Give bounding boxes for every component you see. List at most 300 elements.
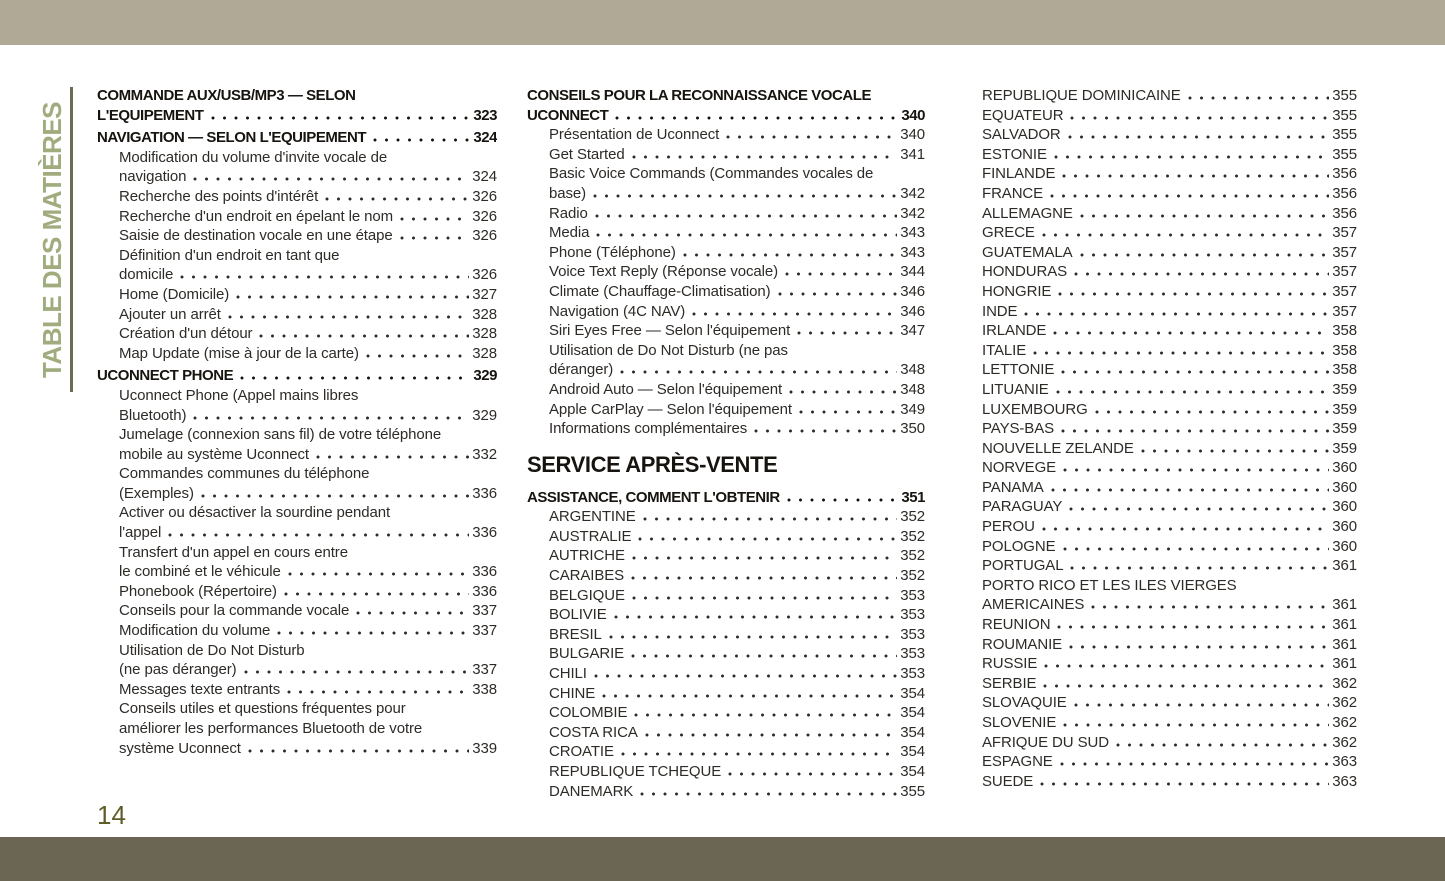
toc-entry [119,187,497,207]
toc-page-number: 362 [1332,694,1357,712]
toc-entry [982,380,1357,400]
toc-entry [982,772,1357,792]
toc-entry-label: Recherche des points d'intérêt [119,187,319,205]
dot-leader [631,576,897,580]
dot-leader [602,694,897,698]
toc-entry [549,625,925,645]
toc-entry-label: CROATIE [549,743,614,761]
toc-line [527,106,925,126]
dot-leader [1044,664,1329,668]
toc-page-number: 357 [1332,282,1357,300]
dot-leader [1074,272,1329,276]
toc-entry-label: Jumelage (connexion sans fil) de votre téléphone [119,426,442,444]
toc-entry-label: AFRIQUE DU SUD [982,733,1109,751]
toc-page-number: 359 [1332,420,1357,438]
toc-line [119,641,497,661]
toc-entry-label: Informations complémentaires [549,420,748,438]
toc-line [982,772,1357,792]
dot-leader [1074,703,1330,707]
toc-page-number: 351 [901,488,925,506]
toc-line [119,344,497,364]
toc-entry-label: Modification du volume d'invite vocale de [119,148,388,166]
dot-leader [236,295,469,299]
toc-entry-label: Ajouter un arrêt [119,305,221,323]
toc-line [982,439,1357,459]
toc-entry-label: Home (Domicile) [119,285,230,303]
toc-entry [119,425,497,464]
toc-entry-label: Apple CarPlay — Selon l'équipement [549,400,792,418]
toc-entry [119,582,497,602]
toc-entry [119,621,497,641]
toc-entry [982,654,1357,674]
toc-line [549,125,925,145]
toc-entry-label: EQUATEUR [982,106,1064,124]
toc-page-number: 324 [473,129,497,147]
sidebar-rule [70,87,73,392]
toc-entry [549,684,925,704]
toc-line [97,106,497,126]
toc-entry [982,164,1357,184]
dot-leader [1091,605,1329,609]
toc-entry-label: BELGIQUE [549,586,625,604]
toc-page-number: 355 [1332,106,1357,124]
toc-entry-label: (ne pas déranger) [119,661,237,679]
toc-line [549,527,925,547]
toc-entry-label: Uconnect Phone (Appel mains libres [119,386,359,404]
toc-line [119,324,497,344]
dot-leader [1043,684,1329,688]
dot-leader [1063,468,1329,472]
toc-entry [982,458,1357,478]
toc-entry [549,527,925,547]
dot-leader [1033,351,1329,355]
toc-line [549,380,925,400]
toc-entry-label: ESPAGNE [982,753,1053,771]
toc-entry [982,537,1357,557]
toc-page-number: 346 [900,282,925,300]
toc-page-number: 358 [1332,341,1357,359]
dot-leader [180,275,469,279]
toc-entry [982,262,1357,282]
toc-entry [119,503,497,542]
toc-entry-label: SLOVAQUIE [982,694,1067,712]
toc-line [982,400,1357,420]
page-number: 14 [97,800,126,830]
toc-page-number: 326 [472,266,497,284]
toc-line [119,562,497,582]
bottom-bar [0,837,1445,881]
toc-line [549,145,925,165]
toc-line [119,445,497,465]
toc-entry [982,693,1357,713]
toc-page-number: 353 [900,625,925,643]
toc-line [549,360,925,380]
dot-leader [645,733,898,737]
toc-line [982,184,1357,204]
toc-line [119,543,497,563]
toc-page-number: 347 [900,322,925,340]
dot-leader [596,233,897,237]
toc-line [549,321,925,341]
toc-page-number: 360 [1332,478,1357,496]
toc-entry-label: SLOVENIE [982,714,1057,731]
toc-entry-label: (Exemples) [119,484,194,502]
toc-line [982,537,1357,557]
dot-leader [787,498,899,502]
toc-entry [549,341,925,380]
toc-page-number: 359 [1332,400,1357,418]
toc-line [119,207,497,227]
dot-leader [692,312,897,316]
dot-leader [193,416,469,420]
dot-leader [609,635,898,639]
toc-page-number: 339 [472,739,497,757]
toc-page-number: 328 [472,305,497,323]
toc-entry-label: l'appel [119,524,162,542]
toc-entry [982,713,1357,733]
toc-entry-label: GRECE [982,224,1035,242]
toc-page-number: 348 [900,361,925,379]
toc-entry [119,285,497,305]
toc-page-number: 340 [900,126,925,144]
toc-page-number: 346 [900,302,925,320]
toc-entry [119,344,497,364]
toc-entry [982,106,1357,126]
toc-entry [549,742,925,762]
toc-entry [982,556,1357,576]
toc-entry-label: navigation [119,168,187,186]
toc-entry-label: Android Auto — Selon l'équipement [549,380,783,398]
dot-leader [631,654,897,658]
toc-entry-label: Navigation (4C NAV) [549,302,686,320]
toc-line [119,425,497,445]
toc-entry-label: REUNION [982,616,1051,634]
toc-entry [119,305,497,325]
toc-entry [982,635,1357,655]
toc-entry-label: Recherche d'un endroit en épelant le nom [119,207,394,225]
dot-leader [168,533,469,537]
toc-page-number: 358 [1332,361,1357,379]
dot-leader [1060,762,1330,766]
toc-line [982,282,1357,302]
dot-leader [620,370,897,374]
toc-entry-label: Media [549,224,590,242]
toc-page-number: 336 [472,582,497,600]
toc-line [982,125,1357,145]
toc-chapter-entry [97,128,497,148]
toc-page-number: 324 [472,168,497,186]
toc-page-number: 352 [900,567,925,585]
dot-leader [1061,370,1329,374]
toc-line [549,302,925,322]
toc-page-number: 352 [900,527,925,545]
toc-page-number: 361 [1332,655,1357,673]
toc-page-number: 329 [473,367,497,385]
dot-leader [1058,292,1329,296]
dot-leader [316,455,469,459]
toc-entry-label: L'EQUIPEMENT [97,106,204,124]
dot-leader [621,752,897,756]
toc-page-number: 327 [472,285,497,303]
toc-line [549,262,925,282]
toc-entry [119,543,497,582]
toc-entry-label: Siri Eyes Free — Selon l'équipement [549,322,791,340]
dot-leader [325,197,469,201]
toc-line [549,664,925,684]
dot-leader [1069,645,1329,649]
toc-entry [982,360,1357,380]
toc-line [119,739,497,759]
toc-entry-label: ESTONIE [982,145,1047,163]
toc-entry [549,302,925,322]
dot-leader [632,596,897,600]
toc-line [549,223,925,243]
toc-page-number: 323 [473,106,497,124]
toc-line [119,148,497,168]
toc-line [982,106,1357,126]
toc-page-number: 328 [472,344,497,362]
toc-page-number: 326 [472,187,497,205]
toc-line [119,285,497,305]
dot-leader [240,376,470,380]
toc-line [119,386,497,406]
toc-entry-label: CARAIBES [549,567,625,585]
toc-entry [119,601,497,621]
toc-entry [549,507,925,527]
toc-line [549,164,925,184]
toc-entry-label: Activer ou désactiver la sourdine pendant [119,504,391,522]
toc-line [982,497,1357,517]
toc-entry [982,302,1357,322]
toc-line [982,576,1357,596]
toc-line [549,546,925,566]
toc-entry [982,184,1357,204]
toc-entry-label: SERBIE [982,674,1037,692]
toc-entry-label: Messages texte entrants [119,680,281,698]
toc-entry-label: le combiné et le véhicule [119,563,281,581]
toc-chapter-entry [527,488,925,508]
toc-page-number: 341 [900,145,925,163]
toc-page-number: 352 [900,547,925,565]
toc-page-number: 332 [472,445,497,463]
toc-entry-label: GUATEMALA [982,243,1073,261]
dot-leader [1063,723,1329,727]
toc-page-number: 362 [1332,714,1357,731]
dot-leader [728,772,897,776]
toc-entry [982,125,1357,145]
toc-entry [982,439,1357,459]
toc-page-number: 360 [1332,498,1357,516]
toc-entry-label: système Uconnect [119,739,241,757]
toc-entry-label: Conseils pour la commande vocale [119,602,350,620]
toc-entry [982,400,1357,420]
toc-entry-label: CONSEILS POUR LA RECONNAISSANCE VOCALE [527,87,872,104]
toc-page-number: 355 [1332,145,1357,163]
toc-entry [549,262,925,282]
toc-line [982,419,1357,439]
toc-line [549,184,925,204]
toc-line [527,488,925,508]
dot-leader [259,334,469,338]
toc-entry-label: Climate (Chauffage-Climatisation) [549,282,771,300]
toc-line [119,601,497,621]
toc-entry [549,400,925,420]
toc-entry [119,386,497,425]
dot-leader [284,592,469,596]
toc-line [982,654,1357,674]
toc-page-number: 353 [900,645,925,663]
toc-entry-label: UCONNECT PHONE [97,367,234,385]
toc-chapter-entry [97,86,497,125]
toc-entry-label: PEROU [982,518,1035,536]
toc-line [982,341,1357,361]
toc-page-number: 343 [900,224,925,242]
toc-entry-label: Phone (Téléphone) [549,243,676,261]
toc-line [982,752,1357,772]
dot-leader [1040,782,1329,786]
dot-leader [1057,625,1329,629]
toc-entry [982,243,1357,263]
toc-page-number: 358 [1332,322,1357,340]
toc-entry-label: BOLIVIE [549,606,607,624]
toc-line [119,503,497,523]
toc-line [982,635,1357,655]
toc-entry-label: NAVIGATION — SELON L'EQUIPEMENT [97,129,367,147]
dot-leader [1062,174,1329,178]
toc-page-number: 359 [1332,380,1357,398]
toc-entry [549,546,925,566]
toc-page-number: 357 [1332,243,1357,261]
toc-entry-label: Utilisation de Do Not Disturb [119,641,305,659]
toc-entry-label: PORTUGAL [982,557,1064,575]
toc-entry-label: IRLANDE [982,322,1047,340]
toc-line [97,86,497,106]
toc-entry [549,321,925,341]
toc-entry-label: ITALIE [982,341,1027,359]
toc-entry [549,243,925,263]
toc-entry-label: base) [549,184,587,202]
dot-leader [287,690,469,694]
toc-entry-label: PAYS-BAS [982,420,1055,438]
toc-entry-label: AUSTRALIE [549,527,632,545]
toc-line [982,360,1357,380]
toc-entry [549,223,925,243]
toc-line [549,282,925,302]
toc-line [982,615,1357,635]
toc-entry [549,723,925,743]
dot-leader [1042,233,1329,237]
dot-leader [1080,253,1330,257]
toc-page-number: 354 [900,684,925,702]
toc-page-number: 360 [1332,459,1357,477]
toc-line [119,265,497,285]
toc-line [549,341,925,361]
toc-entry [549,282,925,302]
dot-leader [1050,194,1329,198]
dot-leader [193,177,469,181]
toc-entry-label: LETTONIE [982,361,1055,379]
toc-entry-label: LITUANIE [982,380,1049,398]
dot-leader [643,517,898,521]
toc-entry-label: ARGENTINE [549,508,636,526]
toc-page-number: 329 [472,406,497,424]
dot-leader [593,194,897,198]
toc-page-number: 355 [900,782,925,800]
toc-page-number: 361 [1332,557,1357,575]
toc-line [982,733,1357,753]
top-bar [0,0,1445,45]
toc-entry [119,226,497,246]
toc-entry-label: Transfert d'un appel en cours entre [119,543,348,561]
toc-page-number: 342 [900,204,925,222]
toc-page-number: 355 [1332,126,1357,144]
toc-entry-label: PORTO RICO ET LES ILES VIERGES [982,576,1237,594]
toc-entry-label: CHILI [549,665,587,683]
dot-leader [785,272,897,276]
toc-chapter-entry [527,86,925,125]
toc-page-number: 361 [1332,635,1357,653]
toc-page-number: 360 [1332,537,1357,555]
toc-page-number: 336 [472,563,497,581]
dot-leader [778,292,898,296]
toc-entry [982,282,1357,302]
toc-entry-label: domicile [119,266,174,284]
toc-page-number: 337 [472,622,497,640]
toc-entry-label: REPUBLIQUE TCHEQUE [549,763,722,780]
toc-line [982,243,1357,263]
dot-leader [373,138,470,142]
toc-entry [982,419,1357,439]
toc-line [527,86,925,106]
toc-entry [549,125,925,145]
toc-page-number: 356 [1332,204,1357,222]
toc-entry-label: PARAGUAY [982,498,1063,516]
toc-entry-label: DANEMARK [549,782,634,800]
toc-entry-label: RUSSIE [982,655,1038,673]
dot-leader [1080,214,1329,218]
dot-leader [632,556,897,560]
toc-page-number: 353 [900,606,925,624]
dot-leader [211,116,471,120]
toc-page-number: 357 [1332,224,1357,242]
toc-entry [549,586,925,606]
toc-page-number: 360 [1332,518,1357,536]
toc-entry-label: Basic Voice Commands (Commandes vocales de [549,165,874,183]
dot-leader [1042,527,1329,531]
dot-leader [400,236,470,240]
toc-line [119,582,497,602]
toc-line [982,223,1357,243]
toc-line [119,464,497,484]
toc-line [549,419,925,439]
toc-page-number: 356 [1332,165,1357,183]
toc-entry-label: ALLEMAGNE [982,204,1073,222]
toc-line [119,226,497,246]
toc-entry-label: PANAMA [982,478,1044,496]
dot-leader [614,615,898,619]
toc-line [549,782,925,802]
toc-entry [549,703,925,723]
toc-entry [119,207,497,227]
toc-page-number: 361 [1332,616,1357,634]
toc-line [982,674,1357,694]
toc-line [982,145,1357,165]
toc-entry [982,674,1357,694]
toc-line [982,458,1357,478]
toc-line [119,305,497,325]
toc-entry [119,680,497,700]
toc-line [982,380,1357,400]
